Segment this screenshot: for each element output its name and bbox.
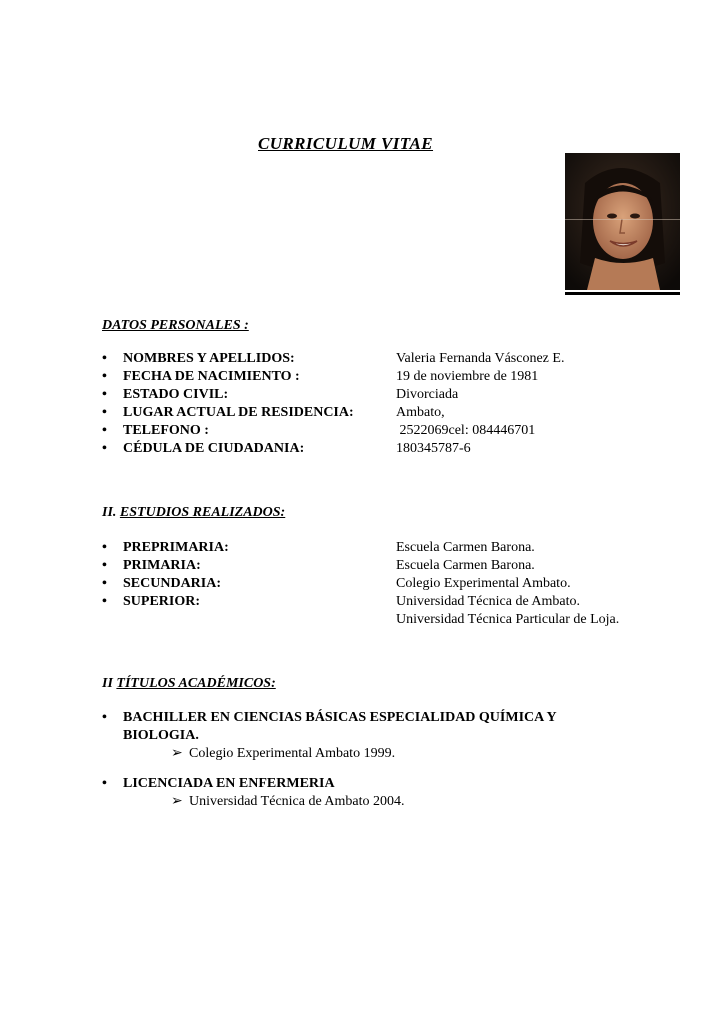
bullet-icon: • bbox=[102, 423, 107, 438]
field-label: SUPERIOR: bbox=[123, 594, 201, 609]
field-value: Ambato, bbox=[396, 405, 445, 420]
section-prefix: II bbox=[102, 676, 117, 691]
degree-label: LICENCIADA EN ENFERMERIA bbox=[123, 776, 335, 791]
field-label: CÉDULA DE CIUDADANIA: bbox=[123, 441, 305, 456]
field-label: PREPRIMARIA: bbox=[123, 540, 229, 555]
bullet-icon: • bbox=[102, 387, 107, 402]
bullet-icon: • bbox=[102, 576, 107, 591]
bullet-icon: • bbox=[102, 710, 107, 725]
field-label: NOMBRES Y APELLIDOS: bbox=[123, 351, 295, 366]
list-item bbox=[102, 557, 662, 575]
profile-photo bbox=[565, 153, 680, 290]
list-item bbox=[102, 368, 662, 386]
list-item bbox=[102, 539, 662, 557]
document-title: CURRICULUM VITAE bbox=[258, 134, 434, 153]
section-personal-heading: DATOS PERSONALES : bbox=[102, 318, 249, 333]
field-value: Universidad Técnica Particular de Loja. bbox=[396, 612, 620, 627]
list-item bbox=[102, 440, 662, 458]
field-label: LUGAR ACTUAL DE RESIDENCIA: bbox=[123, 405, 354, 420]
field-value: Colegio Experimental Ambato. bbox=[396, 576, 571, 591]
field-value: 180345787-6 bbox=[396, 441, 471, 456]
bullet-icon: • bbox=[102, 405, 107, 420]
degree-detail bbox=[171, 793, 405, 811]
list-item bbox=[102, 386, 662, 404]
list-item bbox=[102, 350, 662, 368]
field-value: Escuela Carmen Barona. bbox=[396, 558, 535, 573]
field-label: PRIMARIA: bbox=[123, 558, 201, 573]
arrow-bullet-icon: ➢ bbox=[171, 746, 183, 761]
field-value: 19 de noviembre de 1981 bbox=[396, 369, 539, 384]
degree-institution: Colegio Experimental Ambato 1999. bbox=[189, 746, 396, 761]
field-value: Valeria Fernanda Vásconez E. bbox=[396, 351, 565, 366]
field-label: TELEFONO : bbox=[123, 423, 209, 438]
portrait-image bbox=[565, 153, 680, 290]
bullet-icon: • bbox=[102, 558, 107, 573]
bullet-icon: • bbox=[102, 351, 107, 366]
bullet-icon: • bbox=[102, 441, 107, 456]
degree-detail bbox=[171, 745, 395, 763]
bullet-icon: • bbox=[102, 594, 107, 609]
arrow-bullet-icon: ➢ bbox=[171, 794, 183, 809]
field-label: ESTADO CIVIL: bbox=[123, 387, 229, 402]
list-item bbox=[102, 775, 602, 793]
list-item bbox=[102, 709, 572, 745]
field-value: Universidad Técnica de Ambato. bbox=[396, 594, 581, 609]
bullet-icon: • bbox=[102, 369, 107, 384]
section-prefix: II. bbox=[102, 505, 120, 520]
field-value: 2522069cel: 084446701 bbox=[396, 423, 536, 438]
section-titles-heading bbox=[102, 676, 276, 692]
list-item bbox=[102, 404, 662, 422]
section-heading-text: TÍTULOS ACADÉMICOS: bbox=[116, 676, 276, 691]
field-label: FECHA DE NACIMIENTO : bbox=[123, 369, 300, 384]
section-studies-heading bbox=[102, 505, 285, 521]
photo-underline bbox=[565, 292, 680, 295]
list-item bbox=[102, 593, 662, 611]
field-label: SECUNDARIA: bbox=[123, 576, 222, 591]
field-value: Escuela Carmen Barona. bbox=[396, 540, 535, 555]
bullet-icon: • bbox=[102, 540, 107, 555]
list-item-continuation bbox=[102, 611, 662, 629]
list-item bbox=[102, 422, 662, 440]
section-heading-text: ESTUDIOS REALIZADOS: bbox=[119, 505, 286, 520]
degree-institution: Universidad Técnica de Ambato 2004. bbox=[189, 794, 405, 809]
degree-label: BACHILLER EN CIENCIAS BÁSICAS ESPECIALIDAD QUÍMICA Y BIOLOGIA. bbox=[123, 710, 557, 743]
list-item bbox=[102, 575, 662, 593]
bullet-icon: • bbox=[102, 776, 107, 791]
field-value: Divorciada bbox=[396, 387, 459, 402]
